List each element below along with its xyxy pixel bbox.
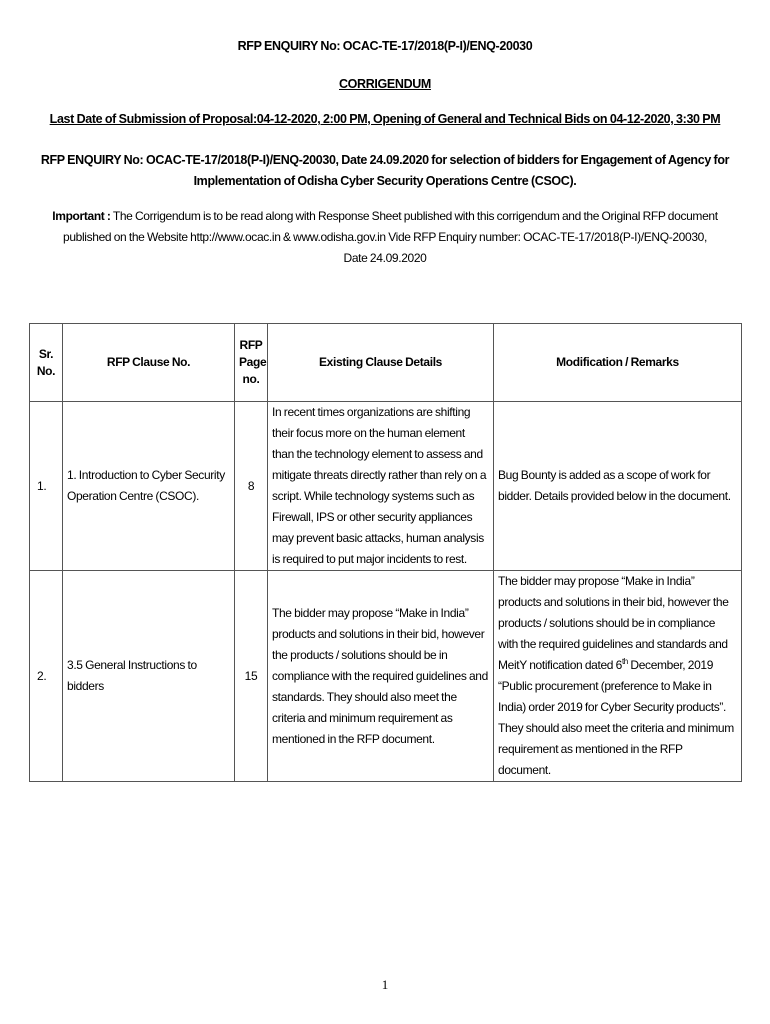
col-existing-clause: Existing Clause Details <box>268 324 494 402</box>
important-label: Important : <box>52 209 111 223</box>
row-existing-clause: In recent times organizations are shifting their focus more on the human element than the technology element to assess and mitigate threats directly rather than rely on a script. While technology systems such as Firewall, IPS or other security appliances may prevent basic attacks, human analysis is required to put major incidents to rest. <box>268 402 494 571</box>
table-row <box>30 402 742 571</box>
rfp-enquiry-heading: RFP ENQUIRY No: OCAC-TE-17/2018(P-I)/ENQ-20030 <box>237 39 533 53</box>
col-modification: Modification / Remarks <box>494 324 742 402</box>
col-page-no: RFP Page no. <box>235 324 268 402</box>
table-header-row <box>30 324 742 402</box>
row-clause-no: 3.5 General Instructions to bidders <box>63 571 235 782</box>
table-row <box>30 571 742 782</box>
last-date-line: Last Date of Submission of Proposal:04-12-2020, 2:00 PM, Opening of General and Technical Bids on 04-12-2020, 3:30 PM <box>49 112 721 126</box>
corrigendum-table <box>29 323 742 782</box>
important-note <box>52 206 718 269</box>
row-page-no: 15 <box>235 571 268 782</box>
row-sr-no: 2. <box>30 571 63 782</box>
row-clause-no: 1. Introduction to Cyber Security Operation Centre (CSOC). <box>63 402 235 571</box>
modification-text-b: December, 2019 “Public procurement (preference to Make in India) order 2019 for Cyber Security products”. <box>498 658 726 714</box>
row-modification: Bug Bounty is added as a scope of work for bidder. Details provided below in the document. <box>494 402 742 571</box>
col-sr-no: Sr. No. <box>30 324 63 402</box>
corrigendum-title: CORRIGENDUM <box>339 77 431 91</box>
row-sr-no: 1. <box>30 402 63 571</box>
row-page-no: 8 <box>235 402 268 571</box>
row-modification <box>494 571 742 782</box>
row-existing-clause: The bidder may propose “Make in India” products and solutions in their bid, however the products / solutions should be in compliance with the required guidelines and standards. They should also meet the criteria and minimum requirement as mentioned in the RFP document. <box>268 571 494 782</box>
modification-text-a: The bidder may propose “Make in India” products and solutions in their bid, however the products / solutions should be in compliance with the required guidelines and standards and MeitY notification dated 6 <box>498 574 729 672</box>
modification-text-c: They should also meet the criteria and minimum requirement as mentioned in the RFP document. <box>498 721 734 777</box>
col-clause-no: RFP Clause No. <box>63 324 235 402</box>
selection-statement: RFP ENQUIRY No: OCAC-TE-17/2018(P-I)/ENQ-20030, Date 24.09.2020 for selection of bidders for Engagement of Agency for Implementation of Odisha Cyber Security Operations Centre (CSOC). <box>40 153 730 188</box>
important-text: The Corrigendum is to be read along with Response Sheet published with this corrigendum and the Original RFP document published on the Website http://www.ocac.in & www.odisha.gov.in Vide RFP Enquiry number: OCAC-TE-17/2018(P-I)/ENQ-20030, Date 24.09.2020 <box>63 209 718 265</box>
page-number: 1 <box>381 977 389 992</box>
modification-superscript: th <box>621 657 628 666</box>
